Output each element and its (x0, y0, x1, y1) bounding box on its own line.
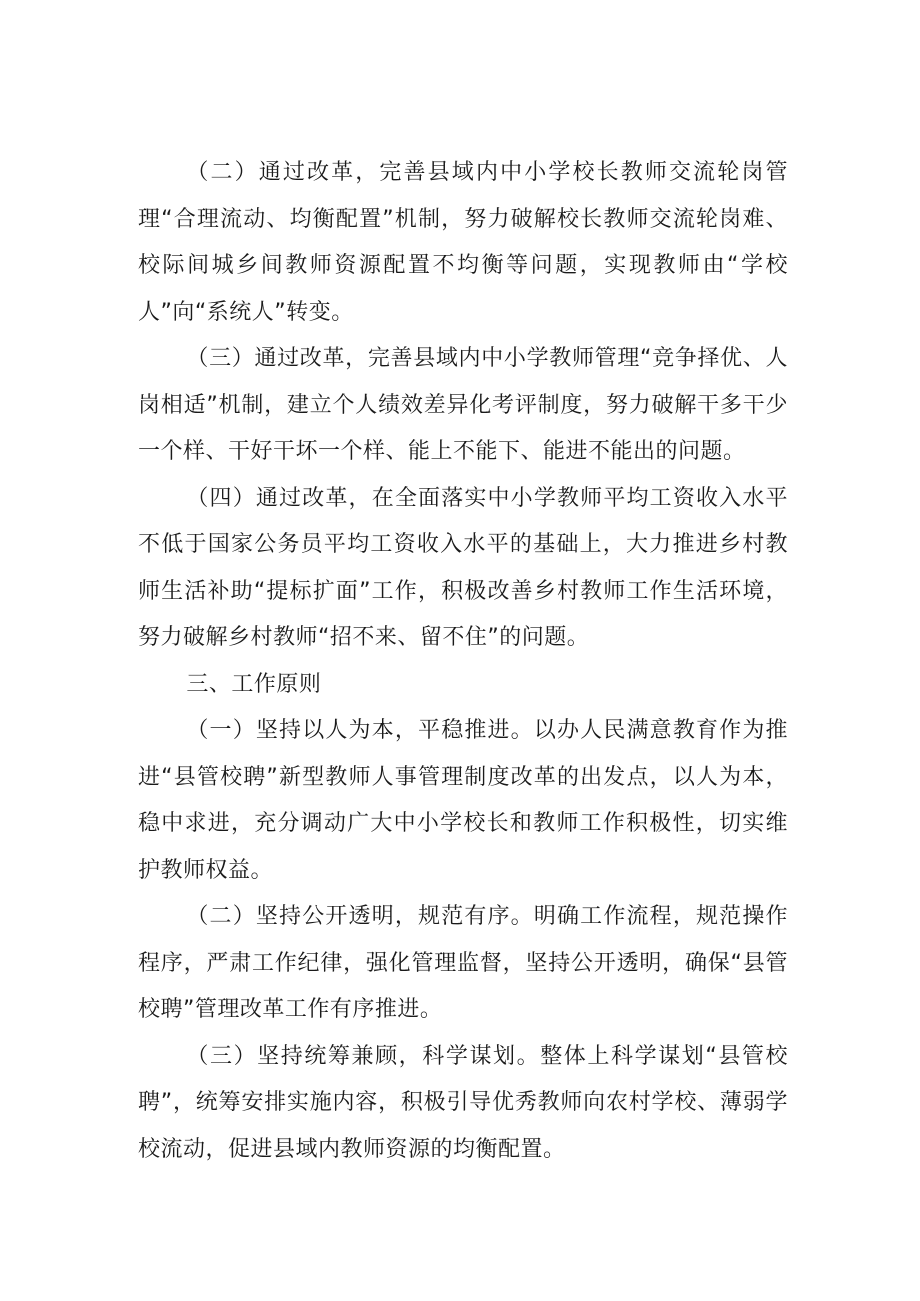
reform-goal-paragraph-4: （四）通过改革，在全面落实中小学教师平均工资收入水平不低于国家公务员平均工资收入水平的基础上，大力推进乡村教师生活补助“提标扩面”工作，积极改善乡村教师工作生活环境，努力破解乡村教师“招不来、留不住”的问题。 (138, 485, 788, 650)
principle-paragraph-2: （二）坚持公开透明，规范有序。明确工作流程，规范操作程序，严肃工作纪律，强化管理监督，坚持公开透明，确保“县管校聘”管理改革工作有序推进。 (138, 904, 788, 1022)
principle-paragraph-3: （三）坚持统筹兼顾，科学谋划。整体上科学谋划“县管校聘”，统筹安排实施内容，积极引导优秀教师向农村学校、薄弱学校流动，促进县域内教师资源的均衡配置。 (138, 1043, 788, 1162)
reform-goal-paragraph-3: （三）通过改革，完善县域内中小学教师管理“竞争择优、人岗相适”机制，建立个人绩效差异化考评制度，努力破解干多干少一个样、干好干坏一个样、能上不能下、能进不能出的问题。 (138, 346, 788, 464)
reform-goal-paragraph-2: （二）通过改革，完善县域内中小学校长教师交流轮岗管理“合理流动、均衡配置”机制，努力破解校长教师交流轮岗难、校际间城乡间教师资源配置不均衡等问题，实现教师由“学校人”向“系统人”转变。 (138, 160, 788, 325)
section-heading-work-principles: 三、工作原则 (186, 671, 322, 697)
document-body (138, 150, 788, 1173)
principle-paragraph-1: （一）坚持以人为本，平稳推进。以办人民满意教育作为推进“县管校聘”新型教师人事管理制度改革的出发点，以人为本，稳中求进，充分调动广大中小学校长和教师工作积极性，切实维护教师权益。 (138, 718, 788, 883)
